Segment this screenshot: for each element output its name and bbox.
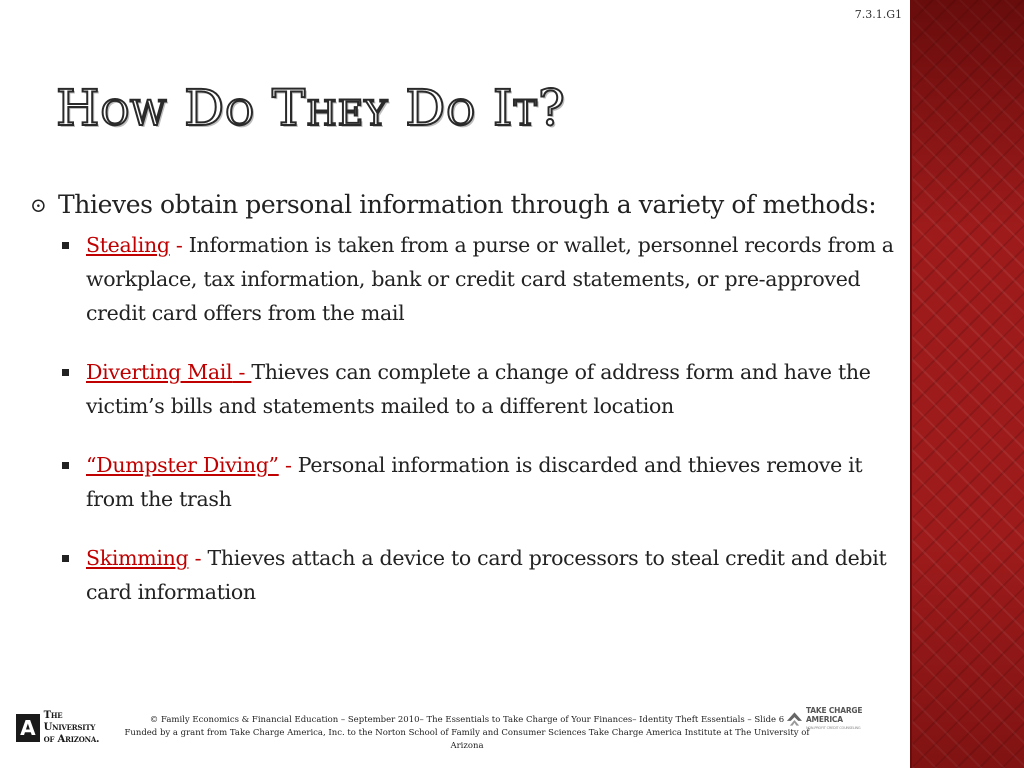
method-item-dumpster-diving: [58, 448, 900, 516]
method-description: Information is taken from a purse or wallet, personnel records from a workplace, tax information, bank or credit card statements, or pre-approved credit card offers from the mail: [86, 233, 894, 325]
method-description: Thieves attach a device to card processors to steal credit and debit card information: [86, 546, 887, 604]
method-term: “Dumpster Diving”: [86, 453, 279, 477]
main-bullet-text: Thieves obtain personal information through a variety of methods:: [58, 190, 877, 219]
university-name-line1: The University: [43, 710, 96, 733]
method-term: Diverting Mail: [86, 360, 233, 384]
methods-list: [30, 228, 900, 609]
decorative-side-panel: [910, 0, 1024, 768]
square-bullet-icon: [58, 541, 86, 575]
method-term: Stealing: [86, 233, 170, 257]
slide-content: [30, 188, 900, 634]
funding-line: Funded by a grant from Take Charge America, Inc. to the Norton School of Family and Consumer Sciences Take Charge America Institute at The University of Arizona: [124, 728, 810, 751]
tca-name: TAKE CHARGE AMERICA: [805, 705, 863, 724]
method-term: Skimming: [86, 546, 189, 570]
method-separator: -: [188, 546, 208, 570]
tca-tagline: NON-PROFIT CREDIT COUNSELING: [805, 725, 861, 730]
square-bullet-icon: [58, 448, 86, 482]
slide-title: How Do They Do It?: [56, 79, 566, 137]
method-description: Thieves can complete a change of address form and have the victim’s bills and statements mailed to a different location: [86, 360, 871, 418]
square-bullet-icon: [58, 355, 86, 389]
take-charge-america-logo: [786, 705, 896, 730]
square-bullet-icon: [58, 228, 86, 262]
method-item-stealing: [58, 228, 900, 330]
copyright-line: © Family Economics & Financial Education – September 2010– The Essentials to Take Charge of Your Finances– Identity Theft Essentials – Slide 6: [149, 715, 785, 725]
tca-logo-icon: [786, 710, 803, 728]
slide-id: 7.3.1.G1: [854, 8, 902, 21]
university-logo: [16, 712, 116, 744]
method-separator: -: [232, 360, 252, 384]
circle-bullet-icon: ⊙: [30, 193, 47, 217]
method-separator: -: [169, 233, 189, 257]
method-item-skimming: [58, 541, 900, 609]
method-separator: -: [278, 453, 298, 477]
main-bullet: [30, 188, 900, 222]
method-description: Personal information is discarded and thieves remove it from the trash: [86, 453, 863, 511]
method-item-diverting-mail: [58, 355, 900, 423]
footer-credits: [112, 714, 822, 753]
university-name-line2: of Arizona.: [43, 734, 100, 745]
university-a-icon: A: [16, 714, 40, 742]
